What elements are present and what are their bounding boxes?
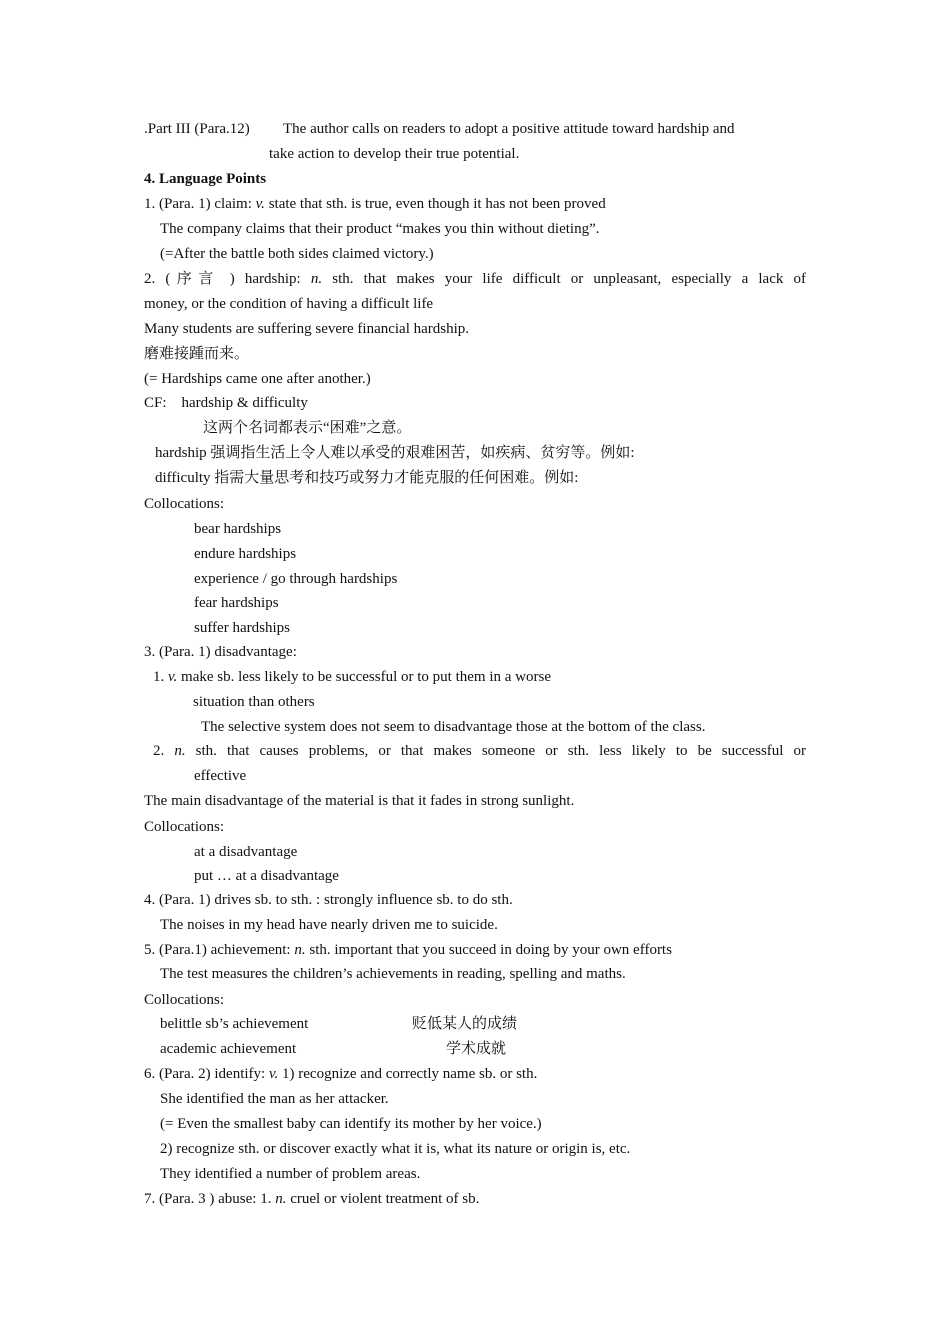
item6-example-3: They identified a number of problem areas.	[160, 1166, 421, 1182]
item2-collocation: experience / go through hardships	[194, 571, 398, 587]
item3-sense2-line	[153, 742, 806, 760]
item2-example-1: Many students are suffering severe financial hardship.	[144, 321, 470, 337]
item1-example-1: The company claims that their product “makes you thin without dieting”.	[160, 221, 600, 237]
item3-sense2-def2: effective	[194, 768, 247, 784]
item2-example-2: 磨难接踵而来。	[144, 346, 250, 362]
item5-head-line	[144, 941, 672, 959]
item2-collocation: suffer hardships	[194, 620, 290, 636]
item3-example: The main disadvantage of the material is that it fades in strong sunlight.	[144, 793, 575, 809]
item6-example-2: (= Even the smallest baby can identify its mother by her voice.)	[160, 1116, 542, 1132]
item3-collocation: at a disadvantage	[194, 844, 298, 860]
item2-cf-difficulty: difficulty 指需大量思考和技巧或努力才能克服的任何困难。例如:	[155, 470, 579, 486]
item7-pos: n.	[275, 1191, 287, 1207]
item4-head: 4. (Para. 1) drives sb. to sth. : strongly influence sb. to do sth.	[144, 892, 513, 908]
item2-collocations-label: Collocations:	[144, 496, 224, 512]
item5-collocations-label: Collocations:	[144, 992, 224, 1008]
item2-cf: CF: hardship & difficulty	[144, 395, 308, 411]
item2-cf-hardship: hardship 强调指生活上令人难以承受的艰难困苦，如疾病、贫穷等。例如:	[155, 445, 635, 461]
item3-sense1-pos: v.	[168, 669, 178, 685]
item7-head: 7. (Para. 3 ) abuse: 1.	[144, 1191, 272, 1207]
item3-sense2-num: 2.	[153, 743, 165, 759]
item6-head: 6. (Para. 2) identify:	[144, 1066, 266, 1082]
item5-example: The test measures the children’s achievements in reading, spelling and maths.	[160, 966, 626, 982]
item2-cf-note: 这两个名词都表示“困难”之意。	[203, 420, 412, 436]
item5-collocation-2-zh: 学术成就	[446, 1041, 507, 1057]
item3-sense1-def1: make sb. less likely to be successful or to put them in a worse	[181, 669, 551, 685]
item3-sense2-def1: sth. that causes problems, or that makes someone or sth. less likely to be successful or	[195, 743, 806, 759]
item3-collocations-label: Collocations:	[144, 819, 224, 835]
item6-def2: 2) recognize sth. or discover exactly what it is, what its nature or origin is, etc.	[160, 1141, 631, 1157]
item3-sense1-num: 1.	[153, 669, 165, 685]
item3-collocation: put … at a disadvantage	[194, 868, 339, 884]
item7-head-line	[144, 1190, 479, 1208]
item6-example-1: She identified the man as her attacker.	[160, 1091, 389, 1107]
item3-sense2-pos: n.	[174, 743, 186, 759]
item5-collocation-1-en: belittle sb’s achievement	[160, 1016, 309, 1032]
section-heading: 4. Language Points	[144, 171, 267, 187]
item2-def2: money, or the condition of having a difficult life	[144, 296, 434, 312]
item3-sense1-line	[153, 668, 551, 686]
item1-head-line	[144, 195, 606, 213]
item5-def: sth. important that you succeed in doing by your own efforts	[309, 942, 672, 958]
item1-example-2: (=After the battle both sides claimed victory.)	[160, 246, 434, 262]
item2-collocation: bear hardships	[194, 521, 282, 537]
item2-collocation: fear hardships	[194, 595, 279, 611]
item6-head-line	[144, 1065, 537, 1083]
part3-text-line1: The author calls on readers to adopt a positive attitude toward hardship and	[283, 121, 735, 137]
item2-head-line	[144, 270, 806, 288]
item2-head: 2. (序言 ) hardship:	[144, 271, 301, 287]
item5-collocation-2-en: academic achievement	[160, 1041, 297, 1057]
item5-pos: n.	[294, 942, 306, 958]
item3-sense1-def2: situation than others	[193, 694, 315, 710]
item1-head: 1. (Para. 1) claim:	[144, 196, 252, 212]
part3-label: .Part III (Para.12)	[144, 121, 250, 137]
item4-example: The noises in my head have nearly driven me to suicide.	[160, 917, 498, 933]
item5-collocation-1-zh: 贬低某人的成绩	[412, 1016, 518, 1032]
part3-text-line2: take action to develop their true potential.	[269, 146, 520, 162]
part3-line	[144, 120, 250, 138]
item1-def: state that sth. is true, even though it has not been proved	[268, 196, 606, 212]
item3-head: 3. (Para. 1) disadvantage:	[144, 644, 297, 660]
item5-head: 5. (Para.1) achievement:	[144, 942, 291, 958]
item3-sense1-example: The selective system does not seem to disadvantage those at the bottom of the class.	[201, 719, 706, 735]
item2-collocation: endure hardships	[194, 546, 297, 562]
item6-pos: v.	[268, 1066, 279, 1082]
item1-pos: v.	[255, 196, 265, 212]
item7-def: cruel or violent treatment of sb.	[290, 1191, 480, 1207]
item6-def1: 1) recognize and correctly name sb. or sth.	[282, 1066, 538, 1082]
item2-def1: sth. that makes your life difficult or unpleasant, especially a lack of	[332, 271, 807, 287]
item2-example-3: (= Hardships came one after another.)	[144, 371, 371, 387]
item2-pos: n.	[310, 271, 323, 287]
